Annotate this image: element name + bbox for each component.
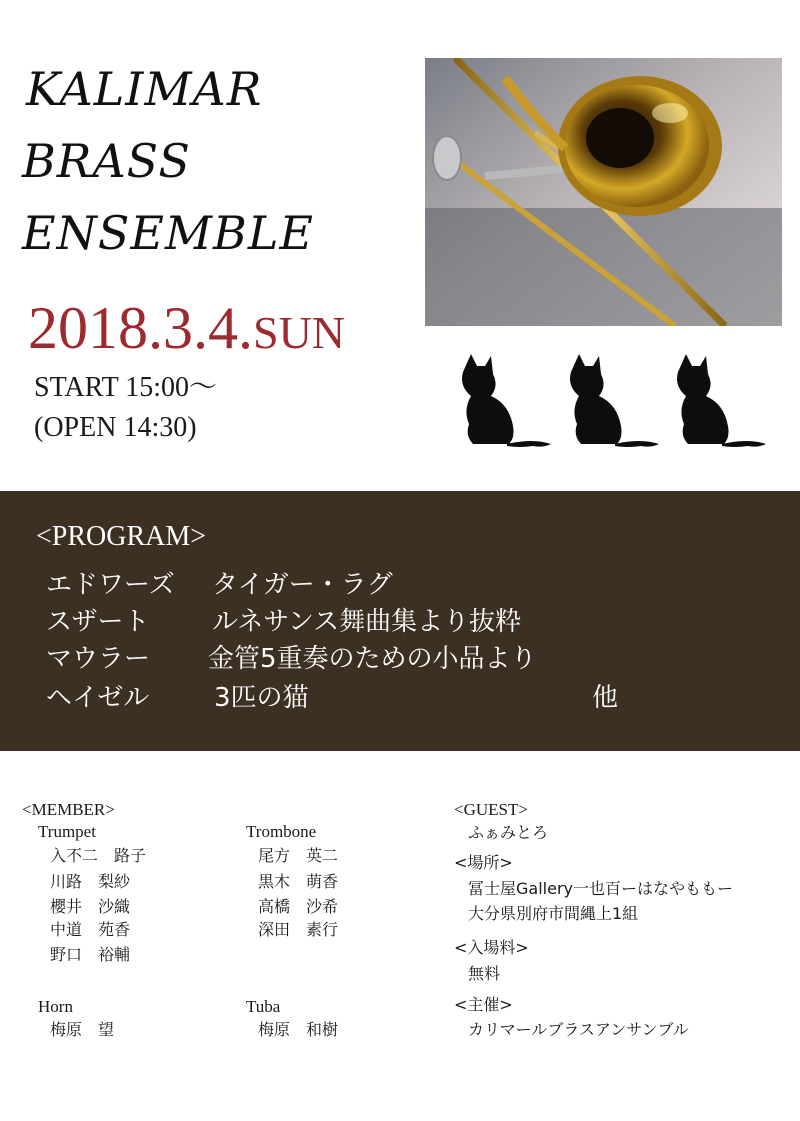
member-name: 深田 素行: [258, 920, 339, 939]
title-line-2: BRASS: [22, 134, 191, 188]
member-name: 尾方 英二: [258, 846, 339, 865]
program-composer: エドワーズ: [46, 570, 175, 600]
member-name: 櫻井 沙織: [50, 897, 131, 916]
member-name: 中道 苑香: [50, 920, 131, 939]
admission-value: 無料: [468, 964, 501, 983]
member-name: 高橋 沙希: [258, 897, 339, 916]
black-cat-1-icon: [447, 352, 559, 448]
venue-name: 冨士屋Gallery一也百ーはなやももー: [468, 879, 733, 898]
member-name: 野口 裕輔: [50, 945, 131, 964]
member-name: 入不二 路子: [50, 846, 147, 865]
program-work: タイガー・ラグ: [212, 570, 393, 600]
title-line-1: KALIMAR: [26, 62, 263, 116]
member-name: 黒木 萌香: [258, 872, 339, 891]
trombone-label: Trombone: [246, 822, 317, 841]
tuba-label: Tuba: [246, 997, 281, 1016]
open-time: (OPEN 14:30): [34, 412, 197, 443]
member-name: 梅原 望: [50, 1020, 115, 1039]
black-cat-3-icon: [662, 352, 774, 448]
program-work: 金管5重奏のための小品より: [208, 644, 537, 674]
date-numeric: 2018.3.4.: [28, 295, 253, 361]
program-heading: <PROGRAM>: [36, 521, 207, 552]
event-date: [28, 295, 346, 361]
horn-label: Horn: [38, 997, 73, 1016]
start-time: START 15:00～: [34, 372, 218, 403]
program-work: ルネサンス舞曲集より抜粋: [212, 607, 522, 637]
program-etc: 他: [592, 683, 619, 713]
venue-address: 大分県別府市間縄上1組: [468, 904, 639, 923]
organizer-name: カリマールブラスアンサンブル: [468, 1020, 689, 1039]
venue-heading: <場所>: [454, 853, 513, 872]
member-name: 梅原 和樹: [258, 1020, 339, 1039]
black-cat-2-icon: [555, 352, 667, 448]
date-weekday: SUN: [253, 307, 346, 358]
title-line-3: ENSEMBLE: [22, 206, 314, 260]
program-work: 3匹の猫: [214, 683, 309, 713]
guest-name: ふぁみとろ: [468, 823, 549, 842]
guest-heading: <GUEST>: [454, 800, 528, 819]
trombone-photo: [425, 58, 782, 326]
program-composer: マウラー: [46, 644, 151, 674]
trumpet-label: Trumpet: [38, 822, 96, 841]
member-name: 川路 梨紗: [50, 872, 131, 891]
program-section: [0, 491, 800, 751]
program-composer: ヘイゼル: [46, 683, 150, 713]
program-composer: スザート: [46, 607, 150, 637]
member-heading: <MEMBER>: [22, 800, 115, 819]
organizer-heading: <主催>: [454, 995, 513, 1014]
admission-heading: <入場料>: [454, 938, 529, 957]
